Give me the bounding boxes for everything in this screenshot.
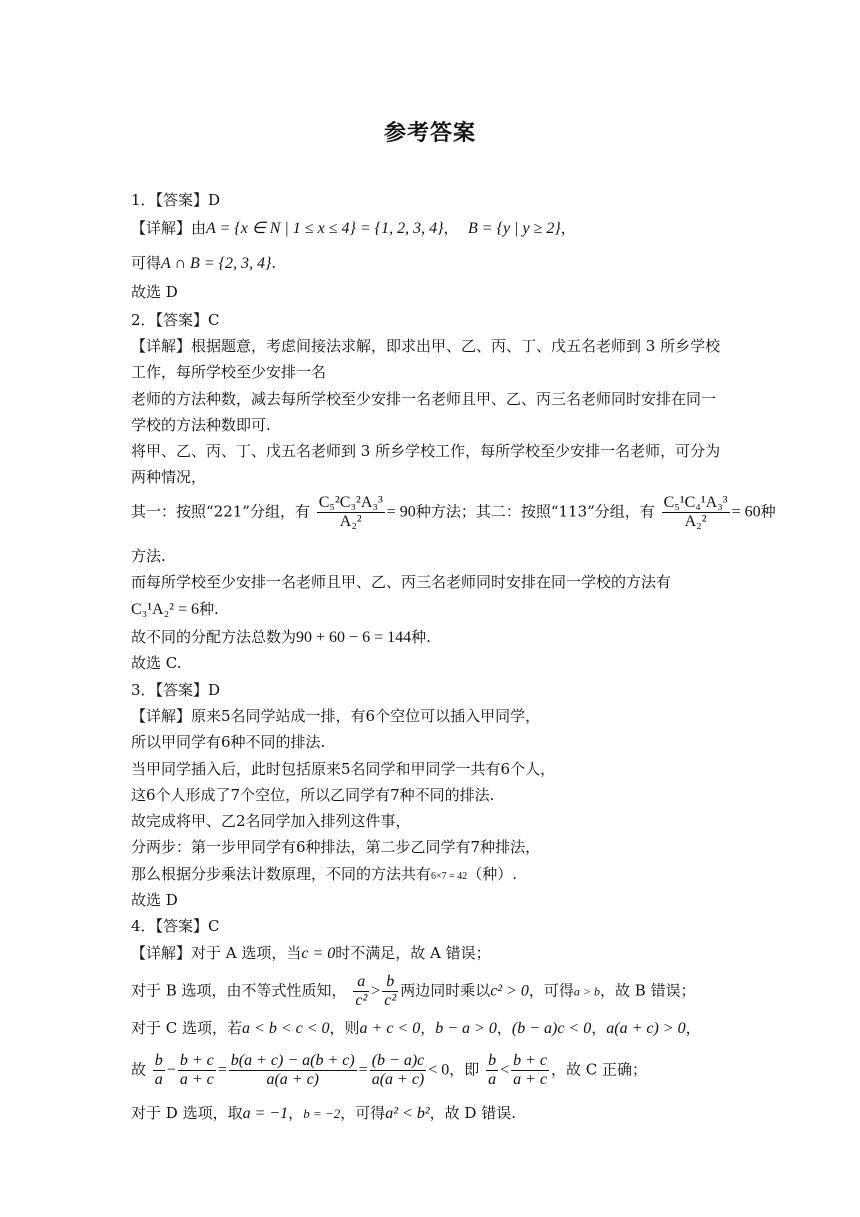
- denominator: a(a + c): [266, 1071, 319, 1088]
- text: ，可得: [528, 981, 574, 1000]
- denominator: A₂²: [684, 513, 707, 530]
- text: 种.: [199, 600, 219, 618]
- math-a2b2: a² < b²: [385, 1105, 430, 1122]
- denominator: c²: [355, 992, 368, 1009]
- numerator: C₅²C₃²A₃³: [318, 494, 383, 511]
- text: ，: [443, 219, 459, 237]
- fraction-expanded: [229, 1052, 357, 1089]
- q3-line4: 这6个人形成了7个空位，所以乙同学有7种不同的排法.: [131, 786, 495, 804]
- q3-answer: 3．【答案】D: [131, 681, 221, 699]
- text: 【详解】由: [131, 219, 207, 237]
- text: ，: [288, 1104, 304, 1122]
- math-b-minus2: b = −2: [303, 1106, 341, 1121]
- numerator: b + c: [179, 1052, 214, 1069]
- math-ba: b − a > 0: [435, 1020, 497, 1037]
- text: ，: [420, 1019, 436, 1037]
- q2-answer: 2．【答案】C: [131, 311, 220, 329]
- q4-line-a: [131, 943, 491, 964]
- fraction-simplified: [370, 1052, 427, 1089]
- q3-line2: 所以甲同学有6种不同的排法.: [131, 733, 326, 751]
- text: 种: [760, 502, 776, 521]
- text: 对于 C 选项，若: [131, 1019, 243, 1037]
- q1-answer: 1．【答案】D: [131, 191, 221, 209]
- math-minus: −: [166, 1061, 176, 1079]
- text: ，故 B 错误；: [600, 981, 696, 1000]
- q3-line5: 故完成将甲、乙2名同学加入排列这件事，: [131, 812, 411, 830]
- math-total: 90 + 60 − 6 = 144: [296, 629, 412, 646]
- text: ，即: [449, 1060, 480, 1079]
- text: ，故 C 正确；: [551, 1060, 648, 1079]
- denominator: a: [488, 1071, 497, 1088]
- q3-line6: 分两步：第一步甲同学有6种排法，第二步乙同学有7种排法，: [131, 838, 541, 856]
- numerator: (b − a)c: [371, 1052, 425, 1069]
- q1-detail: [131, 218, 576, 239]
- denominator: a: [154, 1071, 163, 1088]
- math-eq: =: [217, 1061, 227, 1079]
- text: ，故 D 错误.: [429, 1104, 516, 1122]
- q2-line7: 方法.: [131, 547, 166, 565]
- text: 种方法；其二：按照“113”分组，有: [415, 502, 655, 521]
- numerator: b: [488, 1052, 497, 1069]
- q2-line3: 老师的方法种数，减去每所学校至少安排一名老师且甲、乙、丙三名老师同时安排在同一: [131, 390, 717, 408]
- text: ，: [591, 1019, 607, 1037]
- text: 那么根据分步乘法计数原理，不同的方法共有: [131, 865, 432, 883]
- math-product: 6×7 = 42: [431, 871, 468, 882]
- q4-line-d: [131, 1103, 516, 1124]
- denominator: a + c: [513, 1071, 548, 1088]
- text: 两边同时乘以: [400, 981, 491, 1000]
- q2-line8: 而每所学校至少安排一名老师且甲、乙、丙三名老师同时安排在同一学校的方法有: [131, 573, 672, 591]
- math-aac: a(a + c) > 0: [606, 1020, 686, 1037]
- text: ，: [496, 1019, 512, 1037]
- text: （种）.: [467, 865, 518, 883]
- q2-line10: [131, 627, 431, 648]
- q3-line7: [131, 864, 517, 887]
- fraction-b-a-2: [486, 1052, 498, 1089]
- text: 故不同的分配方法总数为: [131, 628, 297, 646]
- text: ，可得: [340, 1104, 386, 1122]
- math-intersect: A ∩ B = {2, 3, 4}: [161, 255, 272, 272]
- math-eq: =: [358, 1061, 368, 1079]
- q4-line-b: [131, 973, 696, 1010]
- math-bac: (b − a)c < 0: [511, 1020, 592, 1037]
- math-gt: >: [371, 982, 381, 1000]
- q3-choice: 故选 D: [131, 891, 178, 909]
- text: 时不满足，故 A 错误；: [335, 944, 491, 962]
- numerator: C₅¹C₄¹A₃³: [663, 494, 728, 511]
- fraction-113: [662, 494, 730, 531]
- text: .: [271, 254, 277, 272]
- q4-line-c2: [131, 1052, 647, 1089]
- math-lt: <: [500, 1061, 510, 1079]
- q2-groups: [131, 494, 776, 531]
- q3-line3: 当甲同学插入后，此时包括原来5名同学和甲同学一共有6个人，: [131, 760, 556, 778]
- fraction-a-c2: [353, 973, 369, 1010]
- q2-line5: 将甲、乙、丙、丁、戊五名老师到 3 所乡学校工作，每所学校至少安排一名老师，可分为: [131, 442, 721, 460]
- math-agtb: a > b: [573, 984, 601, 999]
- denominator: a(a + c): [371, 1071, 425, 1088]
- math-lt0: < 0: [428, 1061, 450, 1079]
- q2-line9: [131, 599, 219, 620]
- denominator: A₂²: [339, 513, 362, 530]
- text: 其一：按照“221”分组，有: [131, 502, 310, 521]
- q1-result: [131, 253, 276, 274]
- q1-choice: 故选 D: [131, 283, 178, 301]
- q4-line-c: [131, 1018, 701, 1039]
- numerator: a: [353, 973, 369, 992]
- text: 种.: [411, 628, 431, 646]
- text: 对于 D 选项，取: [131, 1104, 243, 1122]
- math-c3a2: C₃¹A₂² = 6: [131, 601, 199, 618]
- text: 可得: [131, 254, 162, 272]
- numerator: b: [154, 1052, 163, 1069]
- numerator: b(a + c) − a(b + c): [230, 1052, 355, 1069]
- q2-line6: 两种情况，: [131, 468, 207, 486]
- q2-line1: 【详解】根据题意，考虑间接法求解，即求出甲、乙、丙、丁、戊五名老师到 3 所乡学校: [131, 337, 721, 355]
- q3-line1: 【详解】原来5名同学站成一排，有6个空位可以插入甲同学，: [131, 707, 541, 725]
- text: ，: [560, 219, 576, 237]
- math-set-b: B = {y | y ≥ 2}: [468, 220, 561, 237]
- text: ，则: [329, 1019, 360, 1037]
- fraction-221: [317, 494, 385, 531]
- math-set-a: A = {x ∈ N | 1 ≤ x ≤ 4} = {1, 2, 3, 4}: [206, 220, 444, 237]
- text: ，: [685, 1019, 701, 1037]
- math-c2pos: c² > 0: [490, 982, 529, 1000]
- fraction-bc-ac-2: [511, 1052, 549, 1089]
- math-result-90: = 90: [386, 503, 416, 521]
- math-a-minus1: a = −1: [242, 1105, 289, 1122]
- math-result-60: = 60: [731, 503, 761, 521]
- text: 【详解】对于 A 选项，当: [131, 944, 302, 962]
- fraction-b-a: [153, 1052, 165, 1089]
- q2-line4: 学校的方法种数即可.: [131, 416, 271, 434]
- math-ac: a + c < 0: [359, 1020, 421, 1037]
- q4-answer: 4．【答案】C: [131, 917, 220, 935]
- text: 对于 B 选项，由不等式性质知，: [131, 981, 347, 1000]
- page-title: 参考答案: [383, 121, 476, 146]
- denominator: a + c: [179, 1071, 214, 1088]
- math-cond: a < b < c < 0: [242, 1020, 330, 1037]
- numerator: b: [382, 973, 398, 992]
- numerator: b + c: [513, 1052, 548, 1069]
- denominator: c²: [384, 992, 397, 1009]
- math-c0: c = 0: [301, 945, 336, 962]
- fraction-bc-ac: [178, 1052, 216, 1089]
- text: 故: [131, 1060, 147, 1079]
- q2-line2: 工作，每所学校至少安排一名: [131, 363, 327, 381]
- fraction-b-c2: [382, 973, 398, 1010]
- q2-choice: 故选 C.: [131, 654, 182, 672]
